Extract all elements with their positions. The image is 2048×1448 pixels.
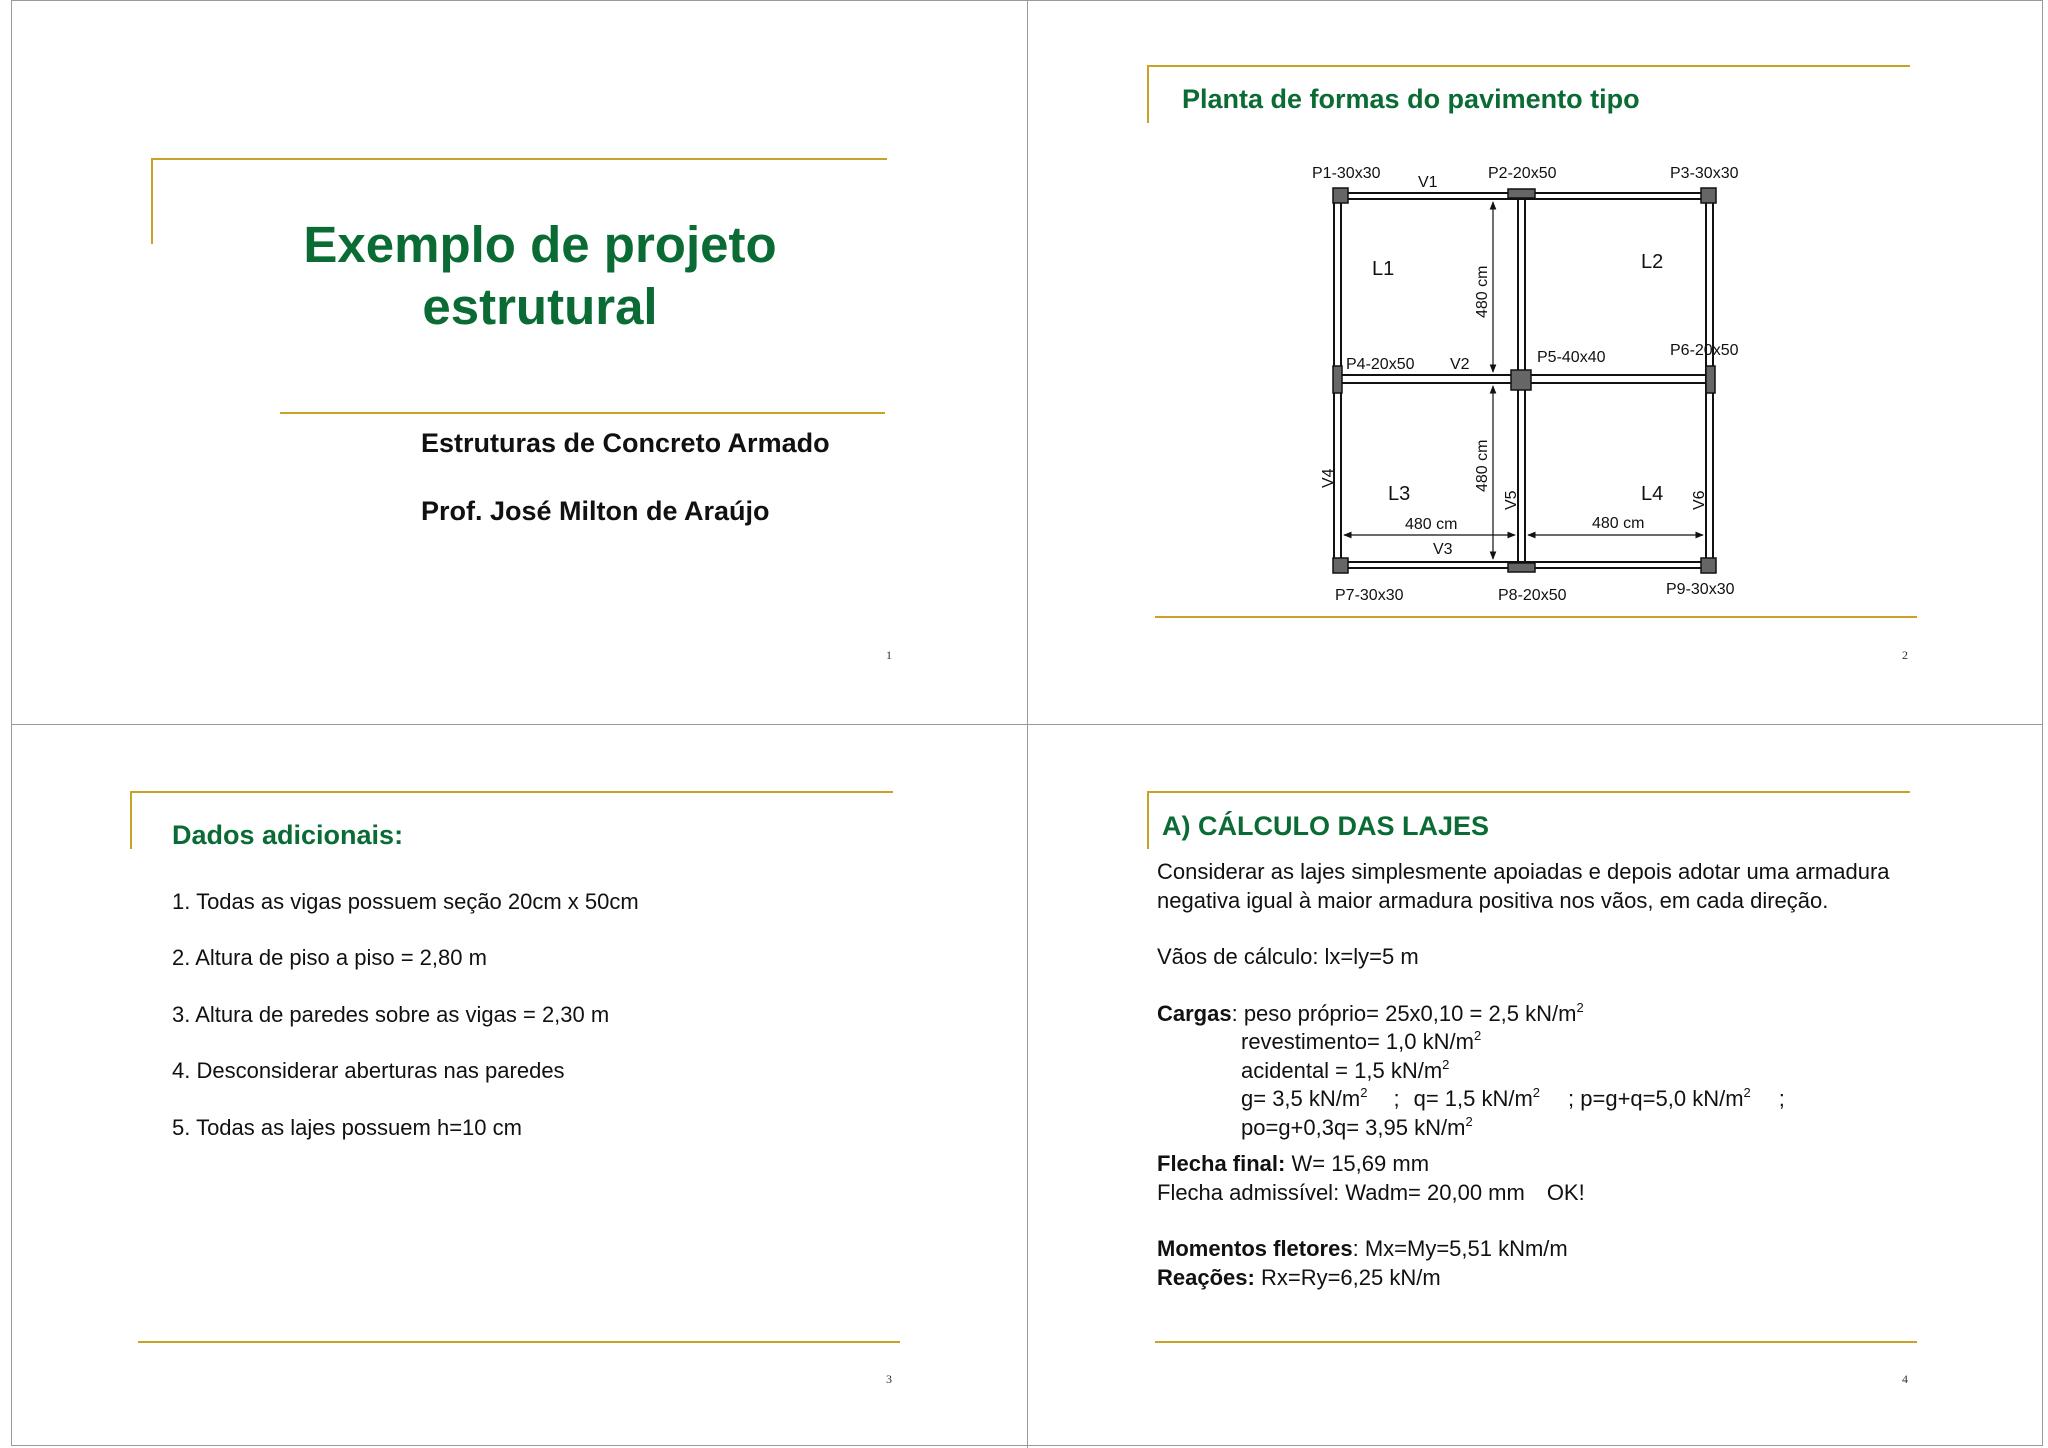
label-l4: L4	[1641, 483, 1664, 505]
loads-label: Cargas	[1157, 1000, 1232, 1026]
pillar-p8	[1508, 563, 1535, 572]
label-v2: V2	[1450, 356, 1470, 373]
slide1-left-rule	[151, 158, 153, 244]
load-p: ; p=g+q=5,0 kN/m	[1568, 1086, 1744, 1111]
slide3-top-rule	[130, 791, 893, 793]
ok-label: OK!	[1546, 1179, 1585, 1205]
label-dim-left: 480 cm	[1405, 516, 1458, 533]
label-l1: L1	[1372, 258, 1395, 280]
slide3-item-5: 5. Todas as lajes possuem h=10 cm	[172, 1115, 522, 1140]
slide1-title-line1: Exemplo de projeto	[303, 216, 777, 273]
slide3-item-3: 3. Altura de paredes sobre as vigas = 2,30 m	[172, 1002, 610, 1027]
label-v1: V1	[1418, 174, 1438, 191]
slide1-author: Prof. José Milton de Araújo	[421, 496, 770, 526]
slide4-top-rule	[1147, 791, 1910, 793]
slide4-deflection: Flecha final: W= 15,69 mm	[1157, 1151, 1430, 1176]
label-p7: P7-30x30	[1335, 587, 1404, 604]
slide4-loads-line1: Cargas: peso próprio= 25x0,10 = 2,5 $kN/m^2$	[1157, 999, 1584, 1026]
floor-plan-diagram	[1300, 155, 1760, 610]
slide2-page-number: 2	[1902, 648, 1908, 662]
label-v3: V3	[1433, 541, 1453, 558]
slide4-loads-line3: acidental = 1,5 $kN/m^2$	[1241, 1056, 1450, 1083]
label-v6: V6	[1691, 490, 1708, 510]
pillar-p7	[1333, 558, 1348, 573]
slide3-item-2: 2. Altura de piso a piso = 2,80 m	[172, 945, 487, 970]
label-l2: L2	[1641, 251, 1664, 273]
slide3-item-1: 1. Todas as vigas possuem seção 20cm x 50cm	[172, 889, 639, 914]
label-v5: V5	[1503, 490, 1520, 510]
label-dim-top: 480 cm	[1474, 265, 1491, 318]
slide4-loads-line4: g= 3,5 $kN/m^2$ ; q= 1,5 $kN/m^2$ ; p=g+q=5,0 $kN/m^2$ ;	[1241, 1085, 1785, 1111]
slide3-page-number: 3	[886, 1372, 892, 1386]
pillar-p5	[1511, 370, 1531, 390]
pillar-p3	[1701, 188, 1716, 203]
label-p3: P3-30x30	[1670, 165, 1739, 182]
label-p2: P2-20x50	[1488, 165, 1557, 182]
slide1-title	[260, 214, 820, 338]
load-live: acidental = 1,5 kN/m	[1241, 1057, 1443, 1083]
slide1-mid-rule	[280, 412, 885, 414]
slide3-left-rule	[130, 791, 132, 849]
slide4-intro: Considerar as lajes simplesmente apoiadas e depois adotar uma armadura negativa igual à maior armadura positiva nos vãos, em cada direção.	[1157, 859, 1890, 913]
slide4-reactions: Reações: Rx=Ry=6,25 kN/m	[1157, 1264, 1441, 1290]
pillar-p1	[1333, 188, 1348, 203]
slide4-moments: Momentos fletores: Mx=My=5,51 kNm/m	[1157, 1236, 1568, 1261]
label-v4: V4	[1320, 468, 1337, 488]
slide4-title: A) CÁLCULO DAS LAJES	[1162, 811, 1490, 841]
slide4-allowable: Flecha admissível: Wadm= 20,00 mm OK!	[1157, 1179, 1585, 1205]
slide2-left-rule	[1147, 65, 1149, 123]
slide4-loads-line5: po=g+0,3q= 3,95 $kN/m^2$	[1241, 1113, 1473, 1140]
slide4-bottom-rule	[1155, 1341, 1917, 1343]
slide4-loads-line2: revestimento= 1,0 $kN/m^2$	[1241, 1028, 1482, 1054]
slide3-item-4: 4. Desconsiderar aberturas nas paredes	[172, 1058, 565, 1083]
label-dim-right: 480 cm	[1592, 515, 1645, 532]
slide3-title: Dados adicionais:	[172, 820, 404, 850]
slide1-title-line2: estrutural	[422, 278, 658, 335]
load-po: po=g+0,3q= 3,95 kN/m	[1241, 1114, 1466, 1140]
pillar-p2	[1508, 189, 1535, 198]
slide1-top-rule	[151, 158, 887, 160]
slide2-bottom-rule	[1155, 616, 1917, 618]
pillar-p6	[1706, 366, 1715, 393]
label-p9: P9-30x30	[1666, 581, 1735, 598]
slide3-bottom-rule	[138, 1341, 900, 1343]
slide2-title: Planta de formas do pavimento tipo	[1182, 84, 1640, 114]
slide4-page-number: 4	[1902, 1372, 1908, 1386]
label-l3: L3	[1388, 483, 1411, 505]
slide2-top-rule	[1147, 65, 1910, 67]
label-p5: P5-40x40	[1537, 349, 1606, 366]
slide4-spans: Vãos de cálculo: lx=ly=5 m	[1157, 944, 1419, 969]
pillar-p4	[1333, 366, 1342, 393]
pillar-p9	[1701, 558, 1716, 573]
load-coating: revestimento= 1,0 kN/m	[1241, 1029, 1474, 1054]
load-self-weight: : peso próprio= 25x0,10 = 2,5 kN/m	[1231, 1000, 1577, 1026]
label-p4: P4-20x50	[1346, 356, 1415, 373]
horizontal-divider	[11, 724, 2043, 725]
label-dim-bottom: 480 cm	[1474, 439, 1491, 492]
load-q: q= 1,5 kN/m	[1413, 1086, 1533, 1111]
slide1-page-number: 1	[886, 648, 892, 662]
slide1-subtitle: Estruturas de Concreto Armado	[421, 428, 830, 458]
slide4-left-rule	[1147, 791, 1149, 849]
load-g: g= 3,5 kN/m	[1241, 1086, 1361, 1111]
label-p8: P8-20x50	[1498, 587, 1567, 604]
slide4-body	[1157, 858, 1957, 1292]
label-p1: P1-30x30	[1312, 165, 1381, 182]
label-p6: P6-20x50	[1670, 342, 1739, 359]
